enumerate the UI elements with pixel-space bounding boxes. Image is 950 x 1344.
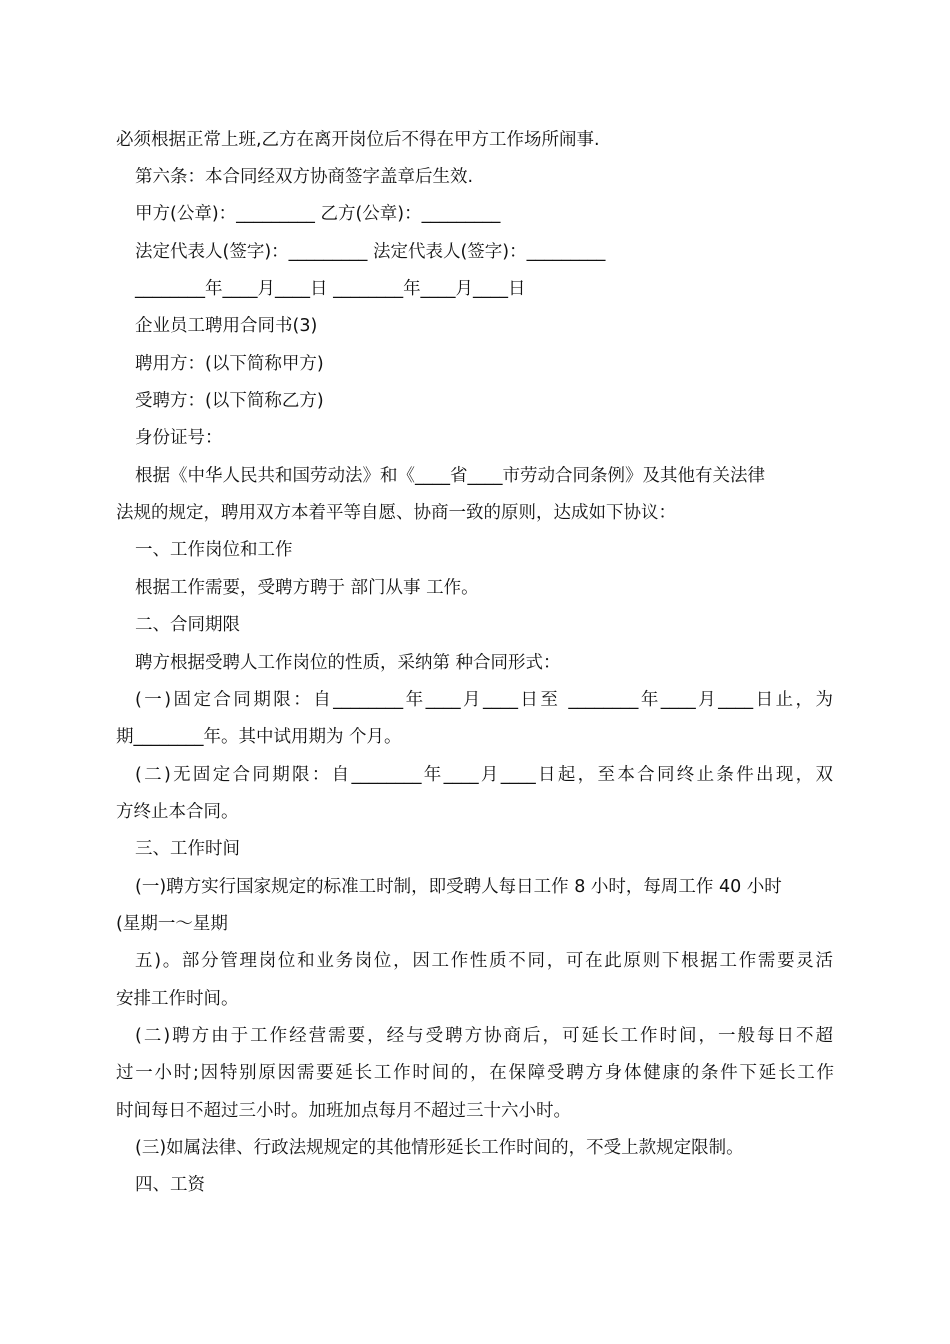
text-line: ________年____月____日 ________年____月____日 [135, 279, 526, 299]
text-line: 时间每日不超过三小时。加班加点每月不超过三十六小时。 [116, 1101, 571, 1121]
text-line: 根据《中华人民共和国劳动法》和《____省____市劳动合同条例》及其他有关法律 [135, 466, 765, 486]
text-line: 甲方(公章)：_________ 乙方(公章)：_________ [135, 204, 501, 224]
text-line: 法定代表人(签字)：_________ 法定代表人(签字)：_________ [135, 242, 606, 262]
text-line: (二)无固定合同期限：自________年____月____日起，至本合同终止条件出现，双 [135, 765, 833, 785]
text-line: 根据工作需要，受聘方聘于 部门从事 工作。 [135, 578, 479, 598]
text-line: 法规的规定，聘用双方本着平等自愿、协商一致的原则，达成如下协议： [116, 503, 676, 523]
text-line: 期________年。其中试用期为 个月。 [116, 727, 402, 747]
text-line: 受聘方：(以下简称乙方) [135, 391, 324, 411]
section-heading: 四、工资 [135, 1175, 205, 1195]
text-line: 聘用方：(以下简称甲方) [135, 354, 324, 374]
text-line: (一)固定合同期限：自________年____月____日至 ________年____月____日止，为 [135, 690, 833, 710]
text-line: 必须根据正常上班,乙方在离开岗位后不得在甲方工作场所闹事. [116, 130, 600, 150]
text-line: 安排工作时间。 [116, 989, 239, 1009]
section-title: 企业员工聘用合同书(3) [135, 316, 318, 336]
section-heading: 三、工作时间 [135, 839, 240, 859]
text-line: 第六条：本合同经双方协商签字盖章后生效. [135, 167, 474, 187]
text-line: (二)聘方由于工作经营需要，经与受聘方协商后，可延长工作时间，一般每日不超 [135, 1026, 833, 1046]
text-line: 身份证号： [135, 428, 223, 448]
text-line: 过一小时;因特别原因需要延长工作时间的，在保障受聘方身体健康的条件下延长工作 [116, 1063, 834, 1083]
section-heading: 二、合同期限 [135, 615, 240, 635]
text-line: (星期一～星期 [116, 914, 228, 934]
section-heading: 一、工作岗位和工作 [135, 540, 293, 560]
text-line: (三)如属法律、行政法规规定的其他情形延长工作时间的，不受上款规定限制。 [135, 1138, 744, 1158]
text-line: (一)聘方实行国家规定的标准工时制，即受聘人每日工作 8 小时，每周工作 40 小时 [135, 877, 782, 897]
text-line: 方终止本合同。 [116, 802, 239, 822]
text-line: 聘方根据受聘人工作岗位的性质，采纳第 种合同形式： [135, 653, 561, 673]
text-line: 五)。部分管理岗位和业务岗位，因工作性质不同，可在此原则下根据工作需要灵活 [135, 951, 833, 971]
